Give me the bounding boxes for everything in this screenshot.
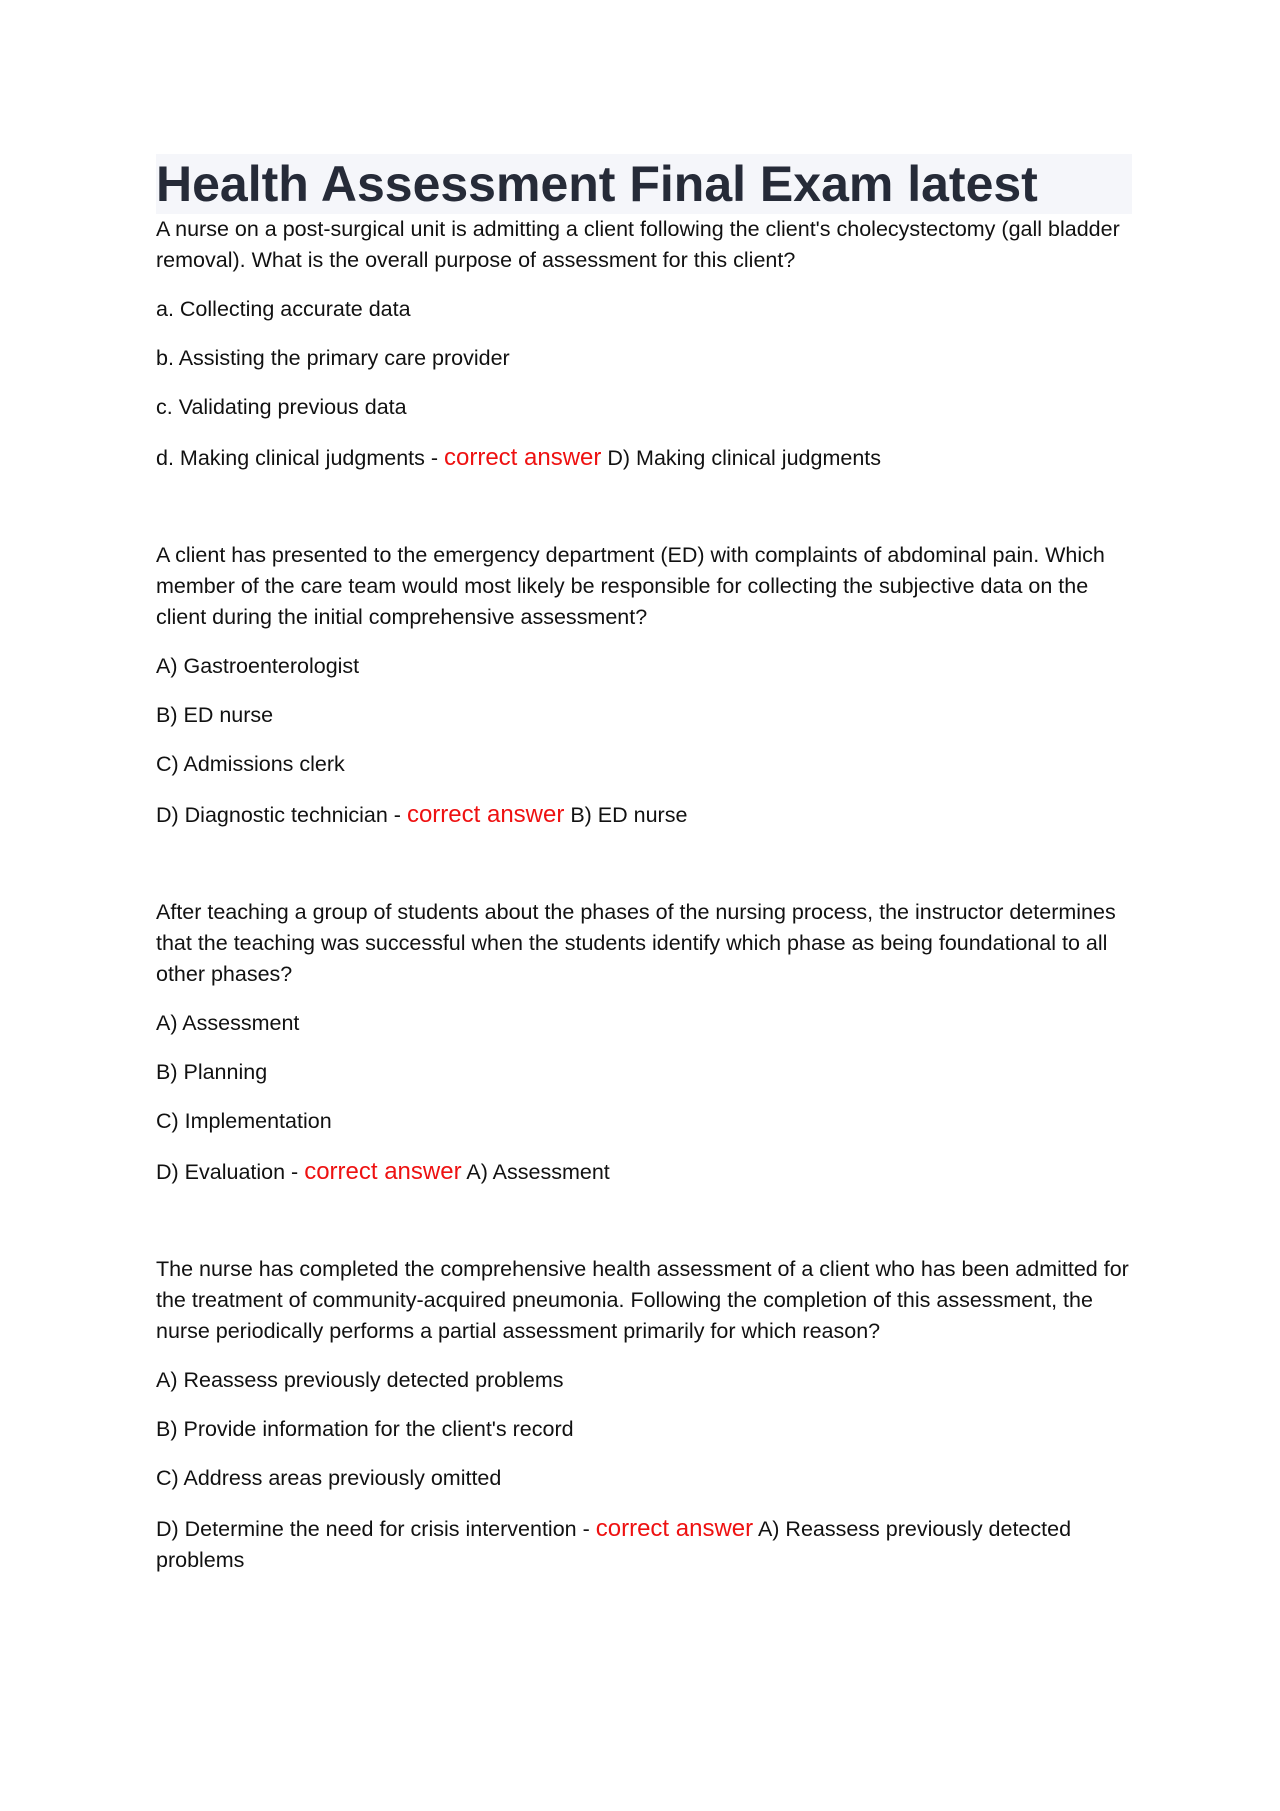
- question-1: [156, 214, 1132, 474]
- answer-option: D) Evaluation -: [156, 1160, 299, 1184]
- answer-option-with-key: [156, 1513, 1132, 1576]
- question-text: The nurse has completed the comprehensive health assessment of a client who has been admitted for the treatment of community-acquired pneumonia. Following the completion of this assessment, the nurse periodically performs a partial assessment primarily for which reason?: [156, 1257, 1129, 1343]
- correct-answer-value: D) Making clinical judgments: [607, 446, 882, 470]
- answer-option: c. Validating previous data: [156, 395, 407, 419]
- answer-option: A) Gastroenterologist: [156, 654, 360, 678]
- answer-option-with-key: [156, 1156, 1132, 1188]
- answer-option: C) Admissions clerk: [156, 752, 345, 776]
- answer-option: b. Assisting the primary care provider: [156, 346, 510, 370]
- answer-option: C) Implementation: [156, 1109, 332, 1133]
- correct-answer-label: correct answer: [595, 1515, 754, 1542]
- correct-answer-label: correct answer: [406, 801, 565, 828]
- answer-option: a. Collecting accurate data: [156, 297, 411, 321]
- answer-option: D) Diagnostic technician -: [156, 803, 401, 827]
- question-4: [156, 1254, 1132, 1576]
- question-text: After teaching a group of students about the phases of the nursing process, the instructor determines that the teaching was successful when the students identify which phase as being foundational to all other phases?: [156, 900, 1116, 986]
- spacer: [156, 831, 1132, 897]
- correct-answer-value: A) Assessment: [466, 1160, 610, 1184]
- question-text: A client has presented to the emergency department (ED) with complaints of abdominal pain. Which member of the care team would most likely be responsible for collecting the subjective data on the client during the initial comprehensive assessment?: [156, 543, 1105, 629]
- document-title: Health Assessment Final Exam latest: [156, 154, 1132, 214]
- correct-answer-value: B) ED nurse: [570, 803, 688, 827]
- correct-answer-label: correct answer: [444, 444, 602, 471]
- answer-option: B) Provide information for the client's record: [156, 1417, 574, 1441]
- answer-option: D) Determine the need for crisis intervention -: [156, 1517, 590, 1541]
- answer-option: B) Planning: [156, 1060, 268, 1084]
- correct-answer-value: A) Reassess previously detected problems: [156, 1517, 1072, 1572]
- question-3: [156, 897, 1132, 1188]
- answer-option-with-key: [156, 442, 1132, 474]
- question-2: [156, 540, 1132, 831]
- answer-option: A) Assessment: [156, 1011, 300, 1035]
- spacer: [156, 1188, 1132, 1254]
- spacer: [156, 474, 1132, 540]
- document-page: [156, 154, 1132, 1576]
- question-text: A nurse on a post-surgical unit is admitting a client following the client's cholecystectomy (gall bladder removal). What is the overall purpose of assessment for this client?: [156, 217, 1120, 272]
- answer-option: B) ED nurse: [156, 703, 274, 727]
- answer-option: A) Reassess previously detected problems: [156, 1368, 564, 1392]
- correct-answer-label: correct answer: [304, 1158, 462, 1185]
- answer-option-with-key: [156, 799, 1132, 831]
- answer-option: d. Making clinical judgments -: [156, 446, 439, 470]
- answer-option: C) Address areas previously omitted: [156, 1466, 502, 1490]
